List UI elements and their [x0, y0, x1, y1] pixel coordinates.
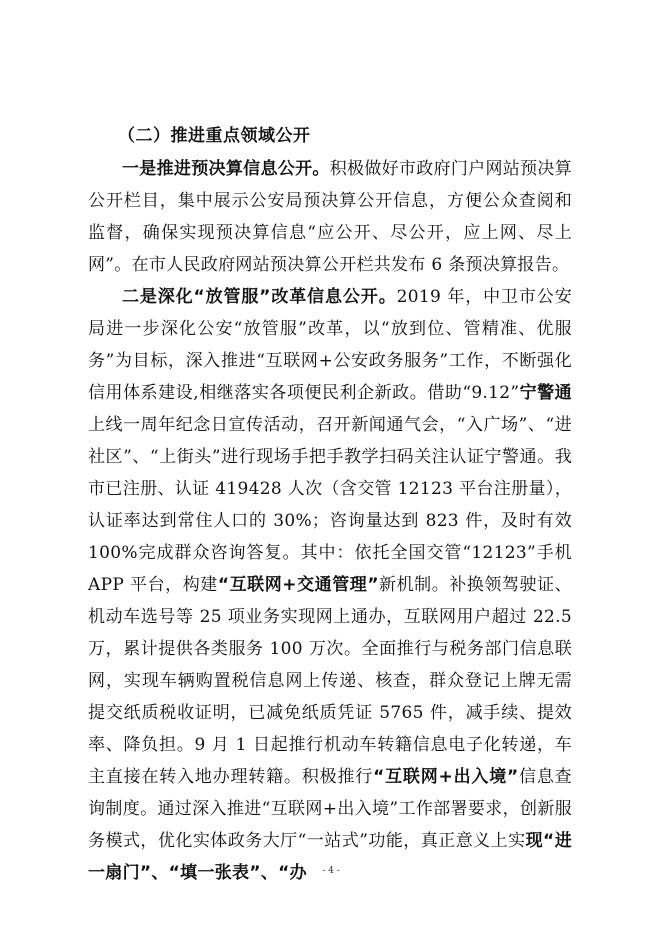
paragraph-reform-disclosure — [88, 281, 572, 889]
paragraph-text: 信息查询制度。通过深入推进“互联网+出入境”工作部署要求，创新服务模式，优化实体政务大厅“一站式”功能，真正意义上实 — [88, 767, 572, 851]
paragraph-text: 积极做好市政府门户网站预决算公开栏目，集中展示公安局预决算公开信息，方便公众查阅和监督，确保实现预决算信息“应公开、尽公开，应上网、尽上网”。在市人民政府网站预决算公开栏共发布 6 条预决算报告。 — [88, 159, 572, 275]
section-heading: （二）推进重点领域公开 — [118, 126, 311, 146]
paragraph-text: 上线一周年纪念日宣传活动，召开新闻通气会，“入广场”、“进社区”、“上街头”进行现场手把手教学扫码关注认证宁警通。我市已注册、认证 419428 人次（含交管 12123 平台注册量），认证率达到常住人口的 30%；咨询量达到 823 件，及时有效 100%完成群众咨询答复。其中：依托全国交管“12123”手机 APP 平台，构建 — [88, 415, 572, 595]
bold-term: “互联网+交通管理” — [217, 575, 379, 595]
paragraph-text: 新机制。补换领驾驶证、机动车选号等 25 项业务实现网上通办，互联网用户超过 22.5 万，累计提供各类服务 100 万次。全面推行与税务部门信息联网，实现车辆购置税信息网上传递、核查，群众登记上牌无需提交纸质税收证明，已减免纸质凭证 5765 件，减手续、提效率、降负担。9 月 1 日起推行机动车转籍信息电子化转递，车主直接在转入地办理转籍。积极推行 — [88, 575, 572, 787]
bold-term: 现“进一扇门”、“填一张表”、“办 — [88, 831, 572, 883]
document-body — [88, 121, 572, 889]
bold-term: “互联网+出入境” — [373, 767, 519, 787]
paragraph-lead: 一是推进预决算信息公开。 — [122, 159, 330, 179]
paragraph-lead: 二是深化“放管服”改革信息公开。 — [122, 287, 397, 307]
bold-term: 宁警通 — [519, 383, 572, 403]
page-number: - 4 - — [322, 866, 340, 876]
paragraph-budget-disclosure — [88, 153, 572, 281]
paragraph-text: 2019 年，中卫市公安局进一步深化公安“放管服”改革，以“放到位、管精准、优服务”为目标，深入推进“互联网+公安政务服务”工作，不断强化信用体系建设,相继落实各项便民利企新政。借助“9.12” — [88, 287, 572, 403]
